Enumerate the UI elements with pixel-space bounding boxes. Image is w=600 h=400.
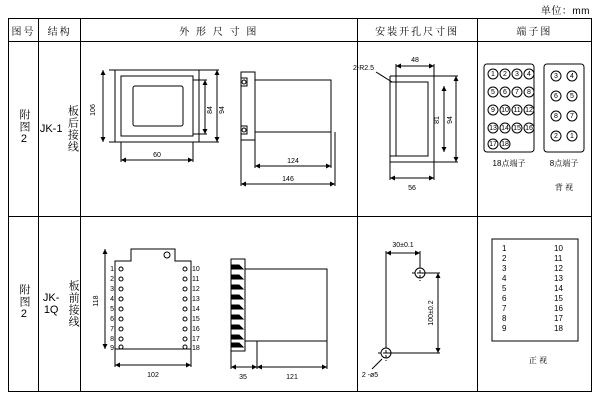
- svg-text:1: 1: [110, 266, 115, 273]
- row1-mounting-drawing: [352, 42, 478, 215]
- svg-text:10: 10: [500, 107, 509, 114]
- row2-fig-no-label: 附图2: [17, 284, 30, 321]
- svg-text:4: 4: [526, 71, 531, 78]
- svg-text:4: 4: [501, 274, 507, 283]
- svg-text:3: 3: [514, 71, 519, 78]
- svg-text:9: 9: [490, 107, 495, 114]
- svg-text:8: 8: [501, 314, 507, 323]
- row1-dim-81: 81: [433, 116, 441, 124]
- row1-outline-drawing: [81, 42, 357, 215]
- svg-text:10: 10: [192, 266, 200, 273]
- svg-text:7: 7: [514, 89, 519, 96]
- svg-text:5: 5: [501, 284, 507, 293]
- svg-text:2: 2: [553, 133, 558, 140]
- row1-dim-94: 94: [219, 106, 227, 114]
- svg-text:13: 13: [488, 125, 497, 132]
- svg-text:6: 6: [110, 316, 115, 323]
- svg-text:12: 12: [192, 286, 200, 293]
- svg-text:17: 17: [488, 141, 497, 148]
- row1-dim-48: 48: [410, 57, 419, 64]
- row1-dim-94b: 94: [446, 116, 454, 124]
- svg-text:13: 13: [553, 274, 563, 283]
- row2-mounting-drawing: [358, 217, 478, 390]
- svg-text:8: 8: [553, 113, 558, 120]
- row2-dim-35: 35: [239, 374, 248, 381]
- table-header-row: [9, 19, 592, 42]
- row1-dim-56: 56: [407, 185, 416, 192]
- svg-text:7: 7: [110, 326, 115, 333]
- table-row: [9, 42, 592, 217]
- row2-structure: [39, 217, 81, 392]
- row1-fig-no-label: 附图2: [17, 109, 30, 146]
- header-outline: 外 形 尺 寸 图: [81, 19, 357, 42]
- row2-dim-2phi5: 2 -ø5: [361, 372, 378, 379]
- row2-structure-label: 板前接线: [67, 280, 80, 328]
- svg-text:16: 16: [524, 125, 533, 132]
- svg-text:14: 14: [553, 284, 563, 293]
- svg-text:15: 15: [553, 294, 563, 303]
- svg-text:4: 4: [110, 296, 115, 303]
- svg-text:4: 4: [569, 73, 574, 80]
- svg-text:6: 6: [502, 89, 507, 96]
- svg-text:11: 11: [192, 276, 200, 283]
- svg-text:8: 8: [110, 336, 115, 343]
- row2-dim-102: 102: [147, 372, 159, 379]
- row2-view-label: 正 视: [528, 356, 547, 365]
- row2-dim-118: 118: [93, 295, 101, 307]
- svg-text:15: 15: [512, 125, 521, 132]
- row2-dim-30: 30±0.1: [391, 242, 414, 249]
- header-fig-no: 图号: [9, 19, 39, 42]
- row1-model-label: JK-1: [39, 123, 63, 135]
- svg-text:18: 18: [500, 141, 509, 148]
- svg-text:1: 1: [490, 71, 495, 78]
- svg-text:5: 5: [569, 93, 574, 100]
- svg-text:7: 7: [501, 304, 507, 313]
- svg-text:14: 14: [192, 306, 200, 313]
- svg-text:17: 17: [192, 336, 200, 343]
- svg-text:2: 2: [110, 276, 115, 283]
- svg-text:18: 18: [553, 324, 563, 333]
- row1-fig-no: [9, 42, 39, 217]
- svg-text:15: 15: [192, 316, 200, 323]
- svg-text:5: 5: [110, 306, 115, 313]
- svg-text:13: 13: [192, 296, 200, 303]
- svg-text:16: 16: [553, 304, 563, 313]
- row1-right-terminal-caption: 8点端子: [549, 159, 579, 168]
- svg-text:14: 14: [500, 125, 509, 132]
- svg-text:6: 6: [553, 93, 558, 100]
- svg-text:18: 18: [192, 345, 200, 352]
- svg-text:9: 9: [501, 324, 507, 333]
- svg-text:10: 10: [553, 244, 563, 253]
- svg-text:5: 5: [490, 89, 495, 96]
- header-terminal: 端子图: [477, 19, 591, 42]
- svg-text:8: 8: [526, 89, 531, 96]
- row2-dim-121: 121: [286, 374, 298, 381]
- svg-text:2: 2: [502, 71, 507, 78]
- row1-view-label: 背 视: [554, 183, 573, 192]
- svg-text:7: 7: [569, 113, 574, 120]
- row2-outline-drawing: [81, 217, 357, 390]
- row2-terminal-drawing: [478, 217, 592, 390]
- row1-dim-124: 124: [287, 158, 299, 165]
- row2-terminal-cell: [477, 217, 591, 392]
- table-row: [9, 217, 592, 392]
- row1-terminal-drawing: [478, 42, 592, 215]
- row2-fig-no: [9, 217, 39, 392]
- header-structure: 结构: [39, 19, 81, 42]
- svg-text:12: 12: [524, 107, 533, 114]
- row1-mounting-cell: [352, 42, 477, 217]
- svg-text:11: 11: [513, 107, 521, 114]
- unit-note: 单位：mm: [540, 6, 590, 17]
- svg-text:3: 3: [110, 286, 115, 293]
- row1-outline-cell: [81, 42, 357, 217]
- row1-dim-84: 84: [207, 106, 215, 114]
- row1-left-terminal-caption: 18点端子: [492, 159, 526, 168]
- svg-text:6: 6: [501, 294, 507, 303]
- row1-dim-r25: 2-R2.5: [352, 65, 374, 72]
- row1-dim-60: 60: [153, 152, 162, 159]
- row1-terminal-cell: [477, 42, 591, 217]
- row1-dim-146: 146: [282, 176, 294, 183]
- svg-text:3: 3: [501, 264, 507, 273]
- svg-text:16: 16: [192, 326, 200, 333]
- svg-text:1: 1: [569, 133, 574, 140]
- svg-text:2: 2: [501, 254, 507, 263]
- svg-text:11: 11: [553, 254, 563, 263]
- dimension-table: [8, 18, 592, 392]
- row1-structure: [39, 42, 81, 217]
- svg-text:17: 17: [553, 314, 563, 323]
- row2-mounting-cell: [357, 217, 477, 392]
- svg-text:1: 1: [501, 244, 507, 253]
- row1-dim-106: 106: [90, 104, 98, 116]
- row1-structure-label: 板后接线: [66, 105, 79, 153]
- svg-text:3: 3: [553, 73, 558, 80]
- svg-text:9: 9: [110, 345, 115, 352]
- row2-model-label: JK-1Q: [42, 292, 60, 316]
- row2-dim-100: 100±0.2: [427, 300, 435, 326]
- svg-text:12: 12: [553, 264, 563, 273]
- row2-outline-cell: [81, 217, 357, 392]
- header-mounting: 安装开孔尺寸图: [357, 19, 477, 42]
